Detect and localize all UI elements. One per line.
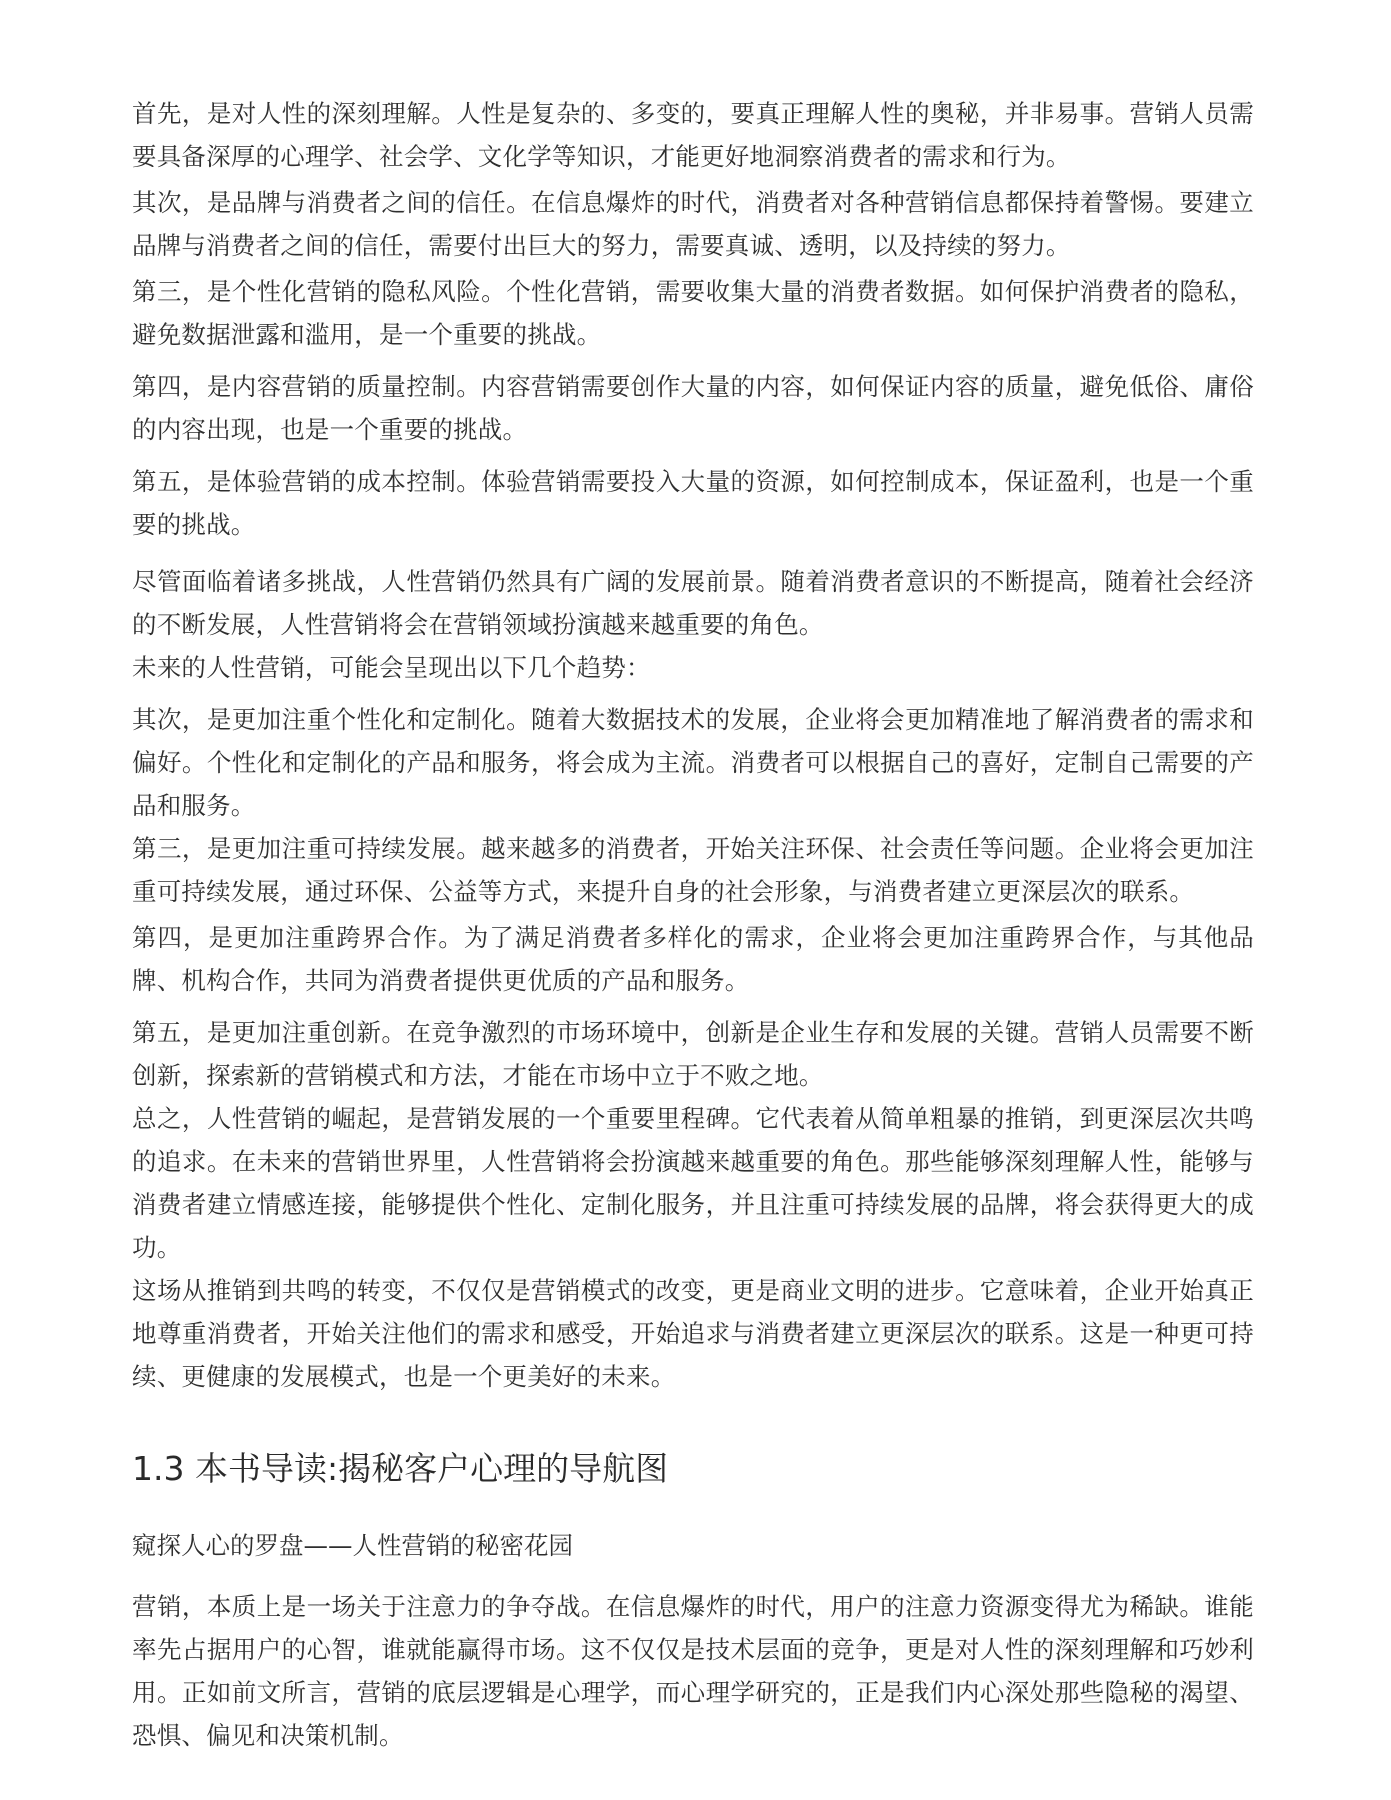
document-body: [132, 92, 1254, 1757]
paragraph-experience-cost: 第五，是体验营销的成本控制。体验营销需要投入大量的资源，如何控制成本，保证盈利，也是一个重要的挑战。: [132, 467, 1254, 539]
section-title: 1.3 本书导读:揭秘客户心理的导航图: [132, 1449, 669, 1488]
paragraph-content-quality: 第四，是内容营销的质量控制。内容营销需要创作大量的内容，如何保证内容的质量，避免低俗、庸俗的内容出现，也是一个重要的挑战。: [132, 372, 1254, 444]
paragraph-trend-crossover: 第四，是更加注重跨界合作。为了满足消费者多样化的需求，企业将会更加注重跨界合作，与其他品牌、机构合作，共同为消费者提供更优质的产品和服务。: [132, 923, 1254, 995]
paragraph-transformation: 这场从推销到共鸣的转变，不仅仅是营销模式的改变，更是商业文明的进步。它意味着，企业开始真正地尊重消费者，开始关注他们的需求和感受，开始追求与消费者建立更深层次的联系。这是一种更可持续、更健康的发展模式，也是一个更美好的未来。: [132, 1276, 1254, 1391]
paragraph-trend-personalization: 其次，是更加注重个性化和定制化。随着大数据技术的发展，企业将会更加精准地了解消费者的需求和偏好。个性化和定制化的产品和服务，将会成为主流。消费者可以根据自己的喜好，定制自己需要的产品和服务。: [132, 705, 1254, 820]
paragraph-trend-sustainability: 第三，是更加注重可持续发展。越来越多的消费者，开始关注环保、社会责任等问题。企业将会更加注重可持续发展，通过环保、公益等方式，来提升自身的社会形象，与消费者建立更深层次的联系。: [132, 834, 1254, 906]
paragraph-conclusion: 总之，人性营销的崛起，是营销发展的一个重要里程碑。它代表着从简单粗暴的推销，到更深层次共鸣的追求。在未来的营销世界里，人性营销将会扮演越来越重要的角色。那些能够深刻理解人性，能够与消费者建立情感连接，能够提供个性化、定制化服务，并且注重可持续发展的品牌，将会获得更大的成功。: [132, 1104, 1254, 1262]
paragraph-future-trends-intro: 未来的人性营销，可能会呈现出以下几个趋势：: [132, 653, 651, 682]
paragraph-brand-trust: 其次，是品牌与消费者之间的信任。在信息爆炸的时代，消费者对各种营销信息都保持着警惕。要建立品牌与消费者之间的信任，需要付出巨大的努力，需要真诚、透明，以及持续的努力。: [132, 188, 1254, 260]
paragraph-trend-innovation: 第五，是更加注重创新。在竞争激烈的市场环境中，创新是企业生存和发展的关键。营销人员需要不断创新，探索新的营销模式和方法，才能在市场中立于不败之地。: [132, 1018, 1254, 1090]
paragraph-prospects: 尽管面临着诸多挑战，人性营销仍然具有广阔的发展前景。随着消费者意识的不断提高，随着社会经济的不断发展，人性营销将会在营销领域扮演越来越重要的角色。: [132, 567, 1254, 639]
paragraph-understanding-human-nature: 首先，是对人性的深刻理解。人性是复杂的、多变的，要真正理解人性的奥秘，并非易事。营销人员需要具备深厚的心理学、社会学、文化学等知识，才能更好地洞察消费者的需求和行为。: [132, 99, 1254, 171]
paragraph-attention-war: 营销，本质上是一场关于注意力的争夺战。在信息爆炸的时代，用户的注意力资源变得尤为稀缺。谁能率先占据用户的心智，谁就能赢得市场。这不仅仅是技术层面的竞争，更是对人性的深刻理解和巧妙利用。正如前文所言，营销的底层逻辑是心理学，而心理学研究的，正是我们内心深处那些隐秘的渴望、恐惧、偏见和决策机制。: [132, 1592, 1254, 1750]
paragraph-privacy-risk: 第三，是个性化营销的隐私风险。个性化营销，需要收集大量的消费者数据。如何保护消费者的隐私，避免数据泄露和滥用，是一个重要的挑战。: [132, 277, 1254, 349]
section-subtitle: 窥探人心的罗盘——人性营销的秘密花园: [132, 1531, 573, 1560]
